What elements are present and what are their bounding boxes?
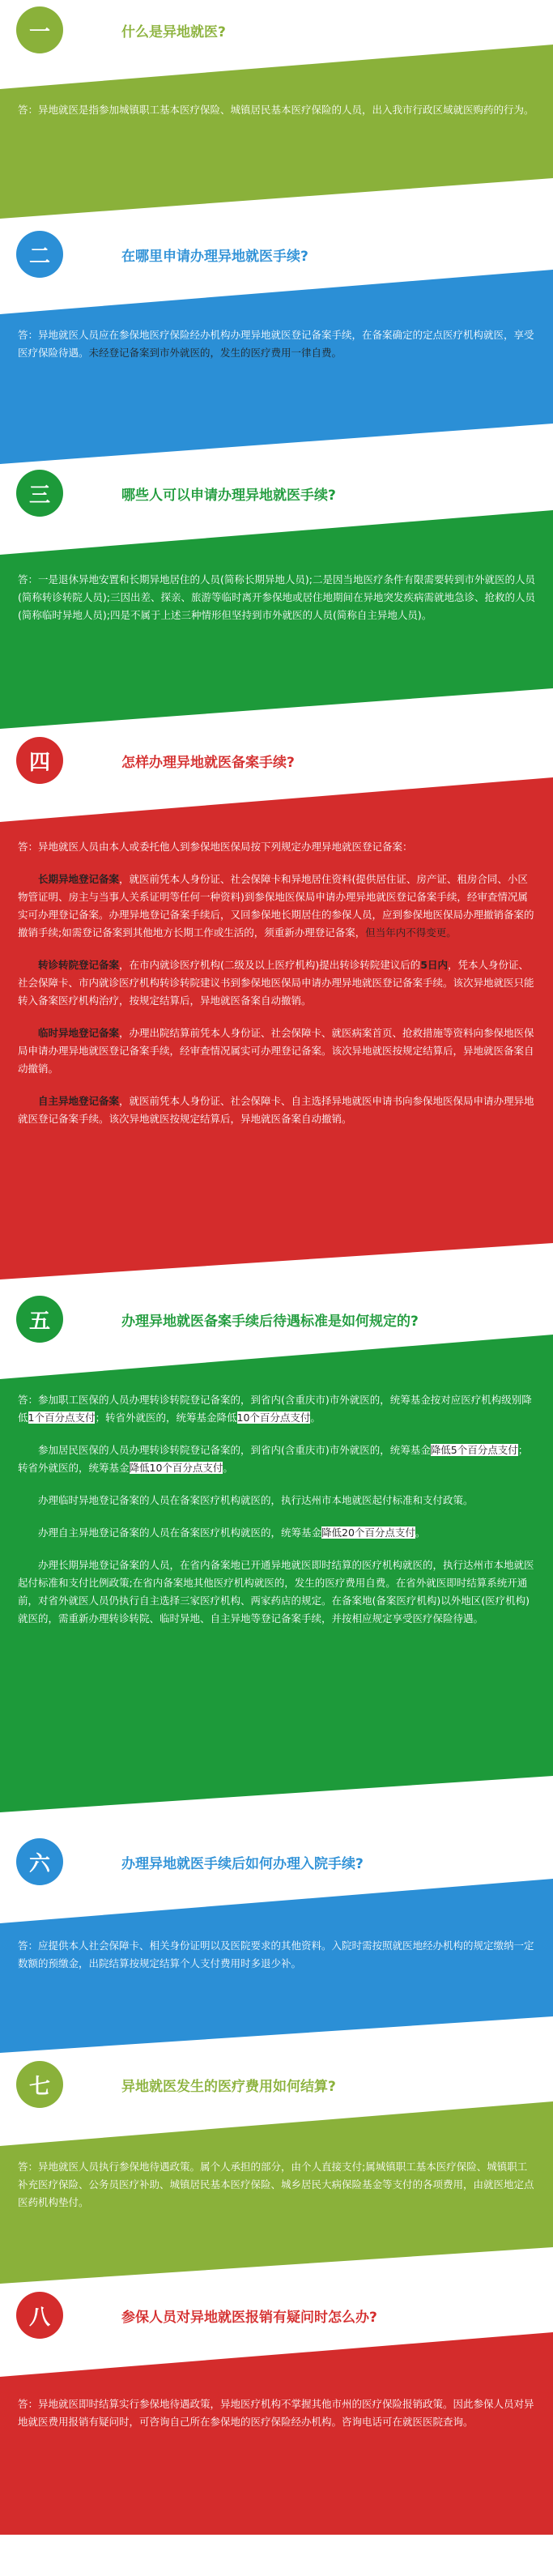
section-2-panel-shape	[0, 270, 553, 464]
section-3-answer-panel	[0, 510, 553, 729]
section-7-number-badge: 七	[16, 2061, 63, 2108]
section-4-referral: 转诊转院登记备案，在市内就诊医疗机构(二级及以上医疗机构)提出转诊转院建议后的5日内，凭本人身份证、社会保障卡、市内就诊医疗机构转诊转院建议书到参保地医保局申请办理异地就医登记备案手续。该次异地就医只能转入备案医疗机构治疗，按规定结算后，异地就医备案自动撤销。	[18, 959, 534, 1007]
section-4-temporary: 临时异地登记备案，办理出院结算前凭本人身份证、社会保障卡、就医病案首页、抢救措施等资料向参保地医保局申请办理异地就医登记备案手续，经审查情况属实可办理登记备案。该次异地就医按规定结算后，异地就医备案自动撤销。	[18, 1027, 534, 1075]
section-6-answer-panel	[0, 1879, 553, 2053]
section-4-long-term: 长期异地登记备案，就医前凭本人身份证、社会保障卡和异地居住资料(提供居住证、房产证、租房合同、小区物管证明、房主与当事人关系证明等任何一种资料)到参保地医保局申请办理异地就医登记备案手续，经审查情况属实可办理登记备案。办理异地登记备案手续后，又回参保地长期居住的参保人员，应到参保地医保局办理撤销备案的撤销手续;如需登记备案到其他地方长期工作或生活的，须重新办理登记备案，但当年内不得变更。	[18, 873, 534, 939]
section-1-answer-panel	[0, 45, 553, 219]
section-8-panel-shape	[0, 2332, 553, 2535]
section-6-number-badge: 六	[16, 1838, 63, 1885]
section-7-question: 异地就医发生的医疗费用如何结算?	[121, 2079, 336, 2095]
section-4-intro: 答：异地就医人员由本人或委托他人到参保地医保局按下列规定办理异地就医登记备案：	[18, 841, 413, 853]
section-5-answer-panel	[0, 1335, 553, 1812]
section-2-answer-panel	[0, 270, 553, 464]
section-7-answer-text: 答：异地就医人员执行参保地待遇政策。属个人承担的部分，由个人直接支付;属城镇职工基本医疗保险、城镇职工补充医疗保险、公务员医疗补助、城镇居民基本医疗保险、城乡居民大病保险基金等支付的各项费用，由就医地定点医药机构垫付。	[18, 2161, 534, 2208]
section-5-long-term: 办理长期异地登记备案的人员，在省内备案地已开通异地就医即时结算的医疗机构就医的，执行达州市本地就医起付标准和支付比例政策;在省内备案地其他医疗机构就医的，发生的医疗费用自费。在省外就医即时结算系统开通前，对省外就医人员仍执行自主选择三家医疗机构、两家药店的规定。在备案地(备案医疗机构)以外地区(医疗机构)就医的，需重新办理转诊转院、临时异地、自主异地等登记备案手续，并按相应规定享受医疗保险待遇。	[18, 1559, 534, 1624]
section-1-answer-text: 答：异地就医是指参加城镇职工基本医疗保险、城镇居民基本医疗保险的人员，出入我市行政区域就医购药的行为。	[18, 104, 534, 116]
section-8-number-badge: 八	[16, 2292, 63, 2339]
section-4-self-selected: 自主异地登记备案，就医前凭本人身份证、社会保障卡、自主选择异地就医申请书向参保地医保局申请办理异地就医登记备案手续。该次异地就医按规定结算后，异地就医备案自动撤销。	[18, 1095, 534, 1125]
section-5-number-badge: 五	[16, 1296, 63, 1343]
section-2-answer-warning: 未经登记备案到市外就医的，发生的医疗费用一律自费。	[88, 347, 342, 359]
section-1-question: 什么是异地就医?	[121, 24, 226, 40]
section-4-number-badge: 四	[16, 737, 63, 784]
section-8-answer-panel	[0, 2332, 553, 2535]
section-4-question: 怎样办理异地就医备案手续?	[121, 755, 295, 771]
section-3-number-badge: 三	[16, 470, 63, 517]
section-2-question: 在哪里申请办理异地就医手续?	[121, 249, 308, 265]
section-5-self-selected: 办理自主异地登记备案的人员在备案医疗机构就医的，统筹基金降低20个百分点支付。	[38, 1526, 426, 1539]
section-5-resident-referral: 参加居民医保的人员办理转诊转院登记备案的，到省内(含重庆市)市外就医的，统筹基金降低5个百分点支付；转省外就医的，统筹基金降低10个百分点支付。	[18, 1444, 529, 1474]
section-4-answer-panel	[0, 777, 553, 1279]
section-5-question: 办理异地就医备案手续后待遇标准是如何规定的?	[121, 1314, 419, 1330]
section-8-answer-text: 答：异地就医即时结算实行参保地待遇政策，异地医疗机构不掌握其他市州的医疗保险报销政策。因此参保人员对异地就医费用报销有疑问时，可咨询自己所在参保地的医疗保险经办机构。咨询电话可在就医医院查询。	[18, 2398, 534, 2428]
section-8-question: 参保人员对异地就医报销有疑问时怎么办?	[121, 2310, 377, 2326]
section-5-employee-referral: 答：参加职工医保的人员办理转诊转院登记备案的，到省内(含重庆市)市外就医的，统筹基金按对应医疗机构级别降低1个百分点支付；转省外就医的，统筹基金降低10个百分点支付。	[18, 1394, 532, 1424]
section-1-panel-shape	[0, 45, 553, 219]
section-3-question: 哪些人可以申请办理异地就医手续?	[121, 488, 336, 504]
section-3-answer-text: 答：一是退休异地安置和长期异地居住的人员(简称长期异地人员);二是因当地医疗条件有限需要转到市外就医的人员(简称转诊转院人员);三因出差、探亲、旅游等临时离开参保地或居住地期间在异地突发疾病需就地急诊、抢救的人员(简称临时异地人员);四是不属于上述三种情形但坚持到市外就医的人员(简称自主异地人员)。	[18, 573, 535, 621]
section-2-number-badge: 二	[16, 231, 63, 278]
section-5-temporary: 办理临时异地登记备案的人员在备案医疗机构就医的，执行达州市本地就医起付标准和支付政策。	[38, 1494, 474, 1506]
section-2-answer-main: 答：异地就医人员应在参保地医疗保险经办机构办理异地就医登记备案手续，在备案确定的定点医疗机构就医，享受医疗保险待遇。	[18, 329, 534, 359]
section-6-answer-text: 答：应提供本人社会保障卡、相关身份证明以及医院要求的其他资料。入院时需按照就医地经办机构的规定缴纳一定数额的预缴金，出院结算按规定结算个人支付费用时多退少补。	[18, 1939, 534, 1969]
section-7-answer-panel	[0, 2101, 553, 2284]
section-2-answer-text	[18, 326, 535, 362]
section-6-question: 办理异地就医手续后如何办理入院手续?	[121, 1856, 364, 1872]
section-1-number-badge: 一	[16, 6, 63, 53]
